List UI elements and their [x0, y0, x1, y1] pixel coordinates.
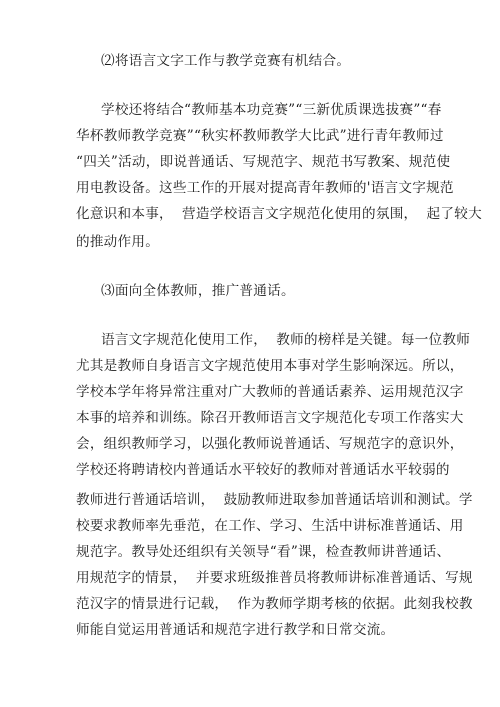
paragraph-line: 范汉字的情景进行记载， 作为教师学期考核的依据。此刻我校教: [76, 596, 473, 612]
paragraph-line: 用规范字的情景， 并要求班级推普员将教师讲标准普通话、写规: [76, 570, 473, 586]
section-heading-2: ⑵将语言文字工作与教学竞赛有机结合。: [101, 53, 351, 69]
paragraph-line: 化意识和本事， 营造学校语言文字规范化使用的氛围， 起了较大: [76, 206, 482, 222]
paragraph-line: 学校还将结合“教师基本功竞赛”“三新优质课选拔赛”“春: [101, 102, 442, 118]
paragraph-line: 校要求教师率先垂范，在工作、学习、生活中讲标准普通话、用: [76, 518, 464, 534]
section-heading-3: ⑶面向全体教师，推广普通话。: [101, 283, 295, 299]
paragraph-line: 华杯教师教学竞赛”“秋实杯教师教学大比武”进行青年教师过: [76, 128, 444, 144]
paragraph-line: 语言文字规范化使用工作， 教师的榜样是关键。每一位教师: [101, 332, 471, 348]
paragraph-line: 师能自觉运用普通话和规范字进行教学和日常交流。: [76, 622, 395, 638]
paragraph-line: 的推动作用。: [76, 234, 160, 250]
paragraph-line: “四关”活动，即说普通话、写规范字、规范书写教案、规范使: [76, 154, 451, 170]
paragraph-line: 规范字。教导处还组织有关领导“看”课，检查教师讲普通话、: [76, 544, 451, 560]
paragraph-line: 本事的培养和训练。除召开教师语言文字规范化专项工作落实大: [76, 410, 464, 426]
paragraph-line: 教师进行普通话培训， 鼓励教师进取参加普通话培训和测试。学: [76, 492, 473, 508]
paragraph-line: 学校还将聘请校内普通话水平较好的教师对普通话水平较弱的: [76, 462, 450, 478]
paragraph-line: 会，组织教师学习，以强化教师说普通话、写规范字的意识外，: [76, 436, 464, 452]
paragraph-line: 用电教设备。这些工作的开展对提高青年教师的'语言文字规范: [76, 180, 454, 196]
paragraph-line: 学校本学年将异常注重对广大教师的普通话素养、运用规范汉字: [76, 384, 464, 400]
paragraph-line: 尤其是教师自身语言文字规范使用本事对学生影响深远。所以，: [76, 358, 464, 374]
